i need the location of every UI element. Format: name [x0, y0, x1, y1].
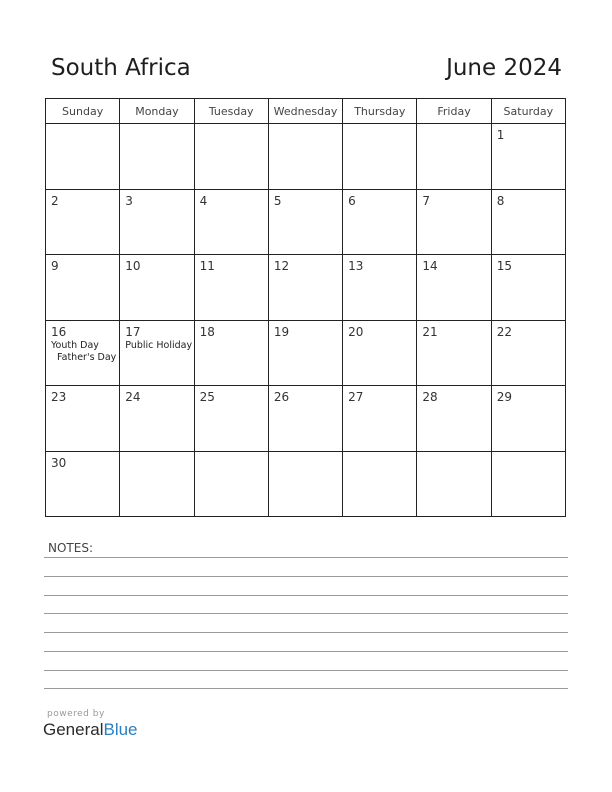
day-number: 17	[125, 324, 141, 339]
day-cell	[343, 386, 417, 452]
day-number: 27	[348, 390, 364, 404]
day-number: 13	[348, 259, 364, 273]
day-cell	[491, 320, 565, 386]
day-number: 24	[125, 390, 141, 404]
day-cell	[194, 255, 268, 321]
day-cell	[194, 386, 268, 452]
day-cell	[491, 451, 565, 517]
day-cell	[491, 124, 565, 190]
day-cell	[491, 189, 565, 255]
day-number: 18	[199, 324, 215, 339]
day-cell	[120, 451, 194, 517]
day-number: 5	[273, 193, 282, 208]
notes-line	[44, 576, 568, 577]
weekday-header-saturday: Saturday	[491, 99, 565, 124]
day-number: 15	[496, 259, 512, 273]
day-number: 22	[496, 324, 512, 339]
notes-line	[44, 670, 568, 671]
day-number: 14	[422, 259, 438, 273]
notes-line	[44, 595, 568, 596]
notes-line	[44, 688, 568, 689]
day-cell	[417, 386, 491, 452]
day-cell	[194, 124, 268, 190]
weekday-header-friday: Friday	[417, 99, 491, 124]
weekday-header-sunday: Sunday	[46, 99, 120, 124]
day-cell	[194, 320, 268, 386]
day-number: 7	[422, 193, 431, 208]
day-cell	[417, 255, 491, 321]
day-cell	[268, 451, 342, 517]
weekday-header-thursday: Thursday	[343, 99, 417, 124]
day-cell	[268, 189, 342, 255]
notes-line	[44, 651, 568, 652]
notes-line	[44, 557, 568, 558]
day-number: 10	[125, 259, 141, 273]
day-cell	[343, 189, 417, 255]
day-number: 20	[348, 324, 364, 339]
day-number: 28	[422, 390, 438, 404]
day-number: 16	[51, 324, 67, 339]
day-cell	[268, 124, 342, 190]
day-cell	[417, 124, 491, 190]
powered-by-text: powered by	[47, 709, 105, 719]
day-number: 21	[422, 324, 438, 339]
weekday-header-row	[46, 99, 566, 124]
day-cell	[120, 320, 194, 386]
day-cell	[46, 189, 120, 255]
day-number: 25	[199, 390, 215, 404]
day-number: 11	[199, 259, 215, 273]
day-cell	[46, 320, 120, 386]
day-cell	[491, 255, 565, 321]
notes-line	[44, 613, 568, 614]
day-cell	[343, 124, 417, 190]
week-row	[46, 451, 566, 517]
day-number: 4	[199, 193, 208, 208]
holiday-label: Father's Day	[51, 351, 117, 363]
brand-general-text: General	[43, 720, 104, 739]
day-cell	[120, 124, 194, 190]
day-cell	[120, 255, 194, 321]
week-row	[46, 189, 566, 255]
day-cell	[194, 189, 268, 255]
weekday-header-wednesday: Wednesday	[268, 99, 342, 124]
day-cell	[46, 124, 120, 190]
day-number: 23	[51, 390, 67, 404]
weekday-header-monday: Monday	[120, 99, 194, 124]
week-row	[46, 124, 566, 190]
day-number: 9	[51, 259, 59, 273]
day-number: 29	[496, 390, 512, 404]
week-row	[46, 320, 566, 386]
week-row	[46, 386, 566, 452]
day-cell	[417, 320, 491, 386]
day-cell	[343, 255, 417, 321]
notes-label: NOTES:	[48, 541, 93, 555]
weekday-header-tuesday: Tuesday	[194, 99, 268, 124]
calendar-month-title: June 2024	[446, 55, 562, 81]
day-number: 26	[273, 390, 290, 404]
day-cell	[194, 451, 268, 517]
day-cell	[491, 386, 565, 452]
calendar-country-title: South Africa	[51, 55, 191, 81]
notes-line	[44, 632, 568, 633]
day-number: 6	[348, 193, 356, 208]
day-number: 1	[496, 128, 505, 142]
day-cell	[343, 320, 417, 386]
day-cell	[417, 189, 491, 255]
day-cell	[343, 451, 417, 517]
brand-blue-text: Blue	[103, 720, 138, 739]
day-number: 30	[51, 455, 67, 470]
day-cell	[268, 386, 342, 452]
day-cell	[268, 320, 342, 386]
calendar-grid	[45, 98, 566, 517]
week-row	[46, 255, 566, 321]
day-cell	[46, 255, 120, 321]
day-number: 8	[496, 193, 505, 208]
day-number: 3	[125, 193, 133, 208]
day-cell	[46, 386, 120, 452]
day-cell	[268, 255, 342, 321]
day-number: 19	[273, 324, 290, 339]
generalblue-logo[interactable]	[43, 720, 138, 740]
day-cell	[120, 189, 194, 255]
day-cell	[46, 451, 120, 517]
day-number: 2	[51, 193, 59, 208]
holiday-label: Public Holiday	[125, 339, 193, 351]
holiday-label: Youth Day	[51, 339, 99, 351]
day-number: 12	[273, 259, 290, 273]
day-cell	[120, 386, 194, 452]
day-cell	[417, 451, 491, 517]
